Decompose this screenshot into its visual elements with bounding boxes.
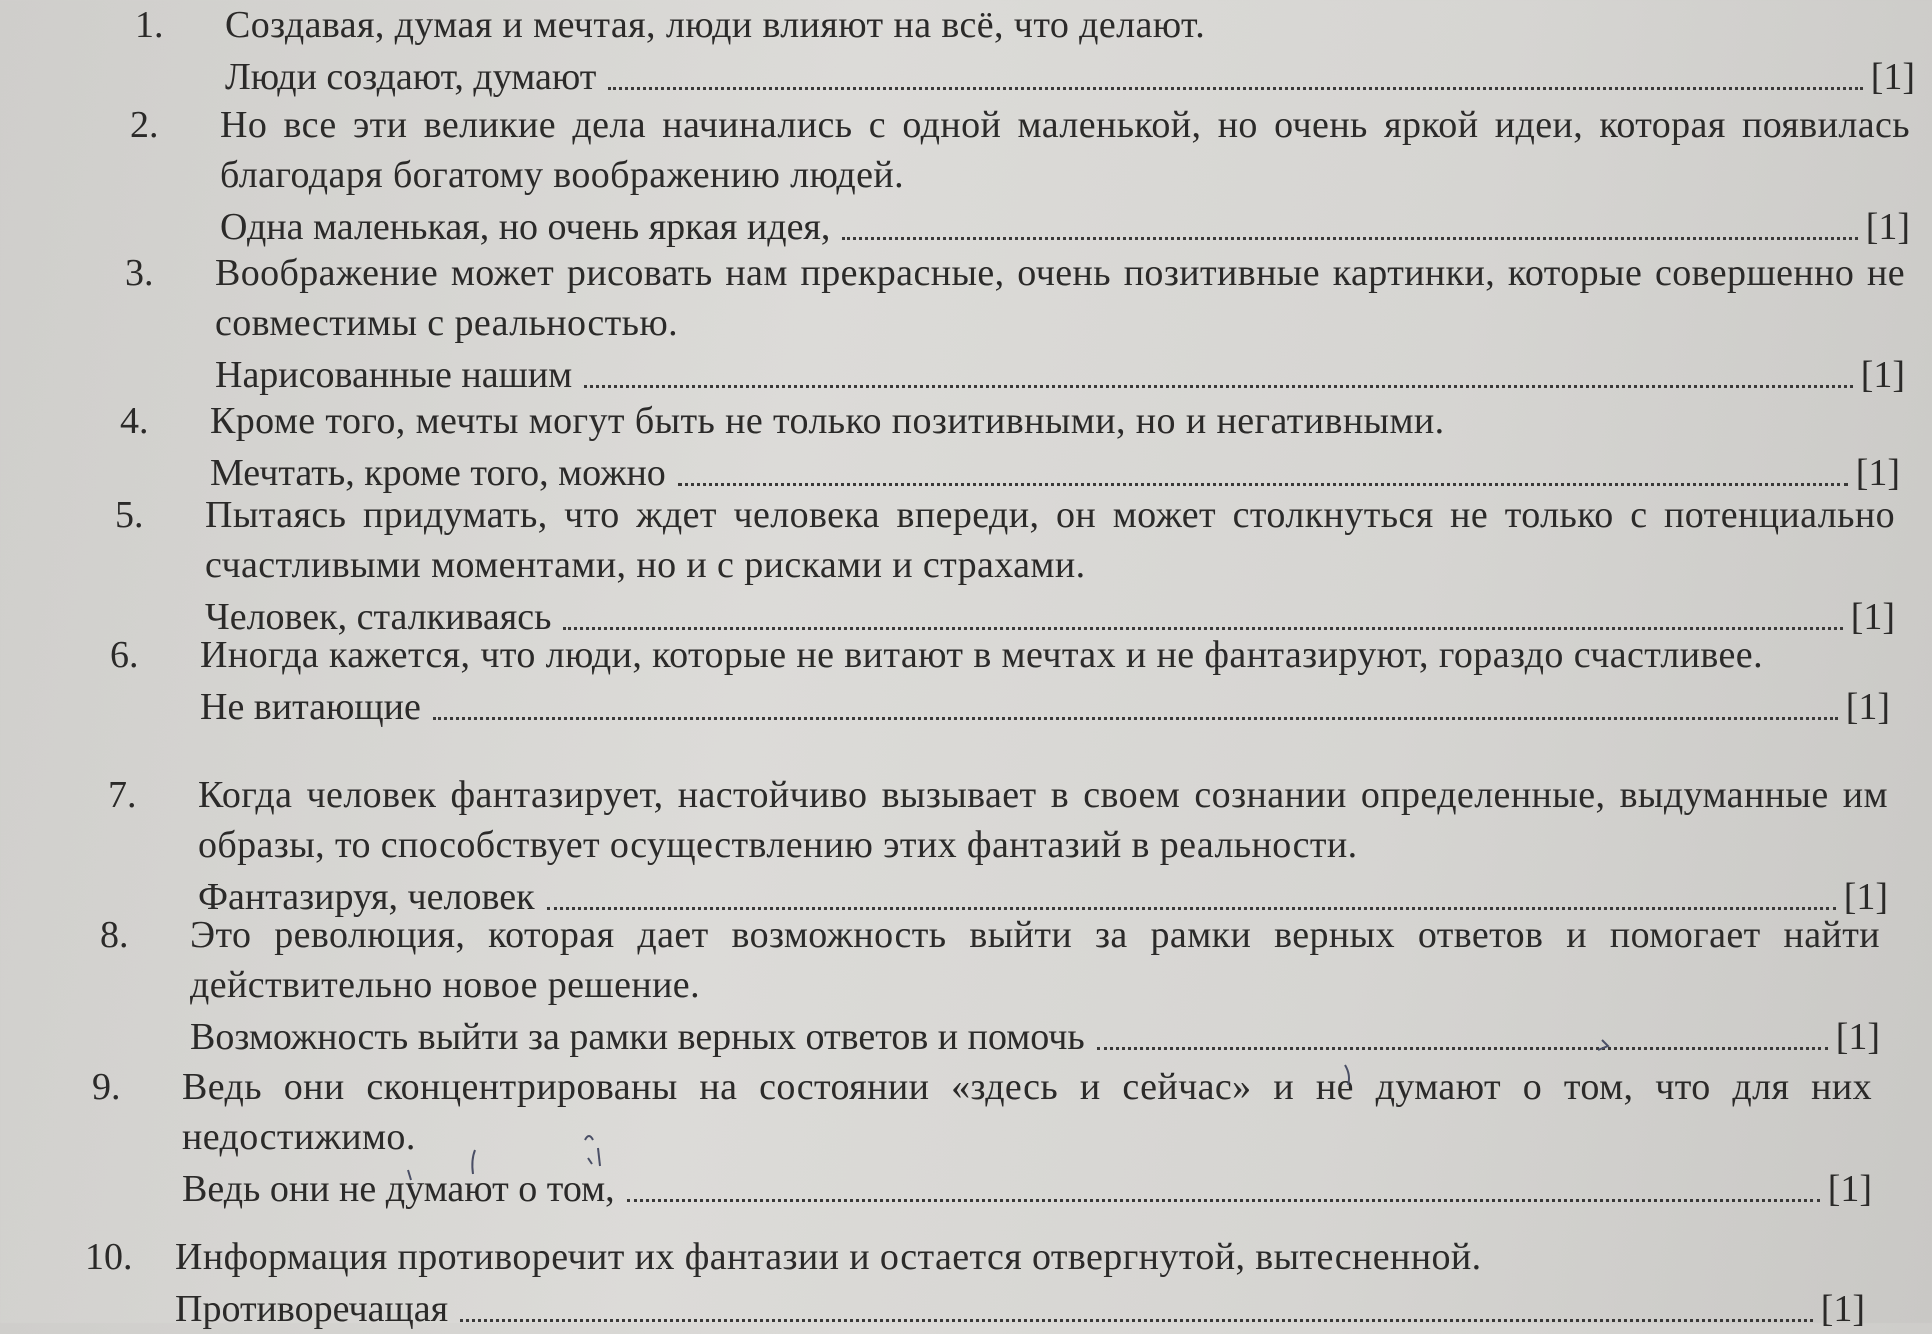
answer-line <box>190 1012 1880 1062</box>
item-number: 7. <box>108 774 137 816</box>
answer-blank[interactable] <box>842 235 1857 240</box>
item-sentence: Воображение может рисовать нам прекрасные, очень позитивные картинки, которые совершенно не совместимы с реальностью. <box>215 252 1905 344</box>
item-sentence: Это революция, которая дает возможность выйти за рамки верных ответов и помогает найти действительно новое решение. <box>190 914 1880 1006</box>
answer-line <box>215 350 1905 400</box>
exercise-item-10 <box>85 1232 1915 1334</box>
answer-blank[interactable] <box>627 1197 1820 1202</box>
item-number: 6. <box>110 634 139 676</box>
answer-blank[interactable] <box>460 1317 1813 1322</box>
item-sentence: Ведь они сконцентрированы на состоянии «здесь и сейчас» и не думают о том, что для них недостижимо. <box>182 1066 1872 1158</box>
item-number: 8. <box>100 914 129 956</box>
item-number: 1. <box>135 4 164 46</box>
score-mark: [1] <box>1860 354 1905 396</box>
item-number: 3. <box>125 252 154 294</box>
item-sentence: Когда человек фантазирует, настойчиво вызывает в своем сознании определенные, выдуманные им образы, то способствует осуществлению этих фантазий в реальности. <box>198 774 1888 866</box>
item-sentence: Информация противоречит их фантазии и остается отвергнутой, вытесненной. <box>175 1236 1482 1278</box>
answer-prompt: Не витающие <box>200 686 421 728</box>
answer-blank[interactable] <box>608 85 1862 90</box>
answer-line <box>175 1284 1865 1334</box>
exercise-item-4 <box>120 396 1900 498</box>
answer-prompt: Люди создают, думают <box>225 56 597 98</box>
answer-blank[interactable] <box>678 481 1848 486</box>
exercise-item-1 <box>135 0 1915 102</box>
exercise-item-5 <box>115 490 1895 642</box>
answer-blank[interactable] <box>1097 1045 1828 1050</box>
answer-prompt: Фантазируя, человек <box>198 876 535 918</box>
answer-line <box>200 682 1890 732</box>
answer-line <box>225 52 1915 102</box>
answer-blank[interactable] <box>584 383 1852 388</box>
item-number: 10. <box>85 1236 133 1278</box>
answer-prompt: Ведь они не думают о том, <box>182 1168 615 1210</box>
exercise-item-3 <box>125 248 1905 400</box>
item-number: 4. <box>120 400 149 442</box>
score-mark: [1] <box>1865 206 1910 248</box>
answer-prompt: Нарисованные нашим <box>215 354 573 396</box>
answer-prompt: Возможность выйти за рамки верных ответов и помочь <box>190 1016 1085 1058</box>
score-mark: [1] <box>1845 686 1890 728</box>
exercise-item-8 <box>100 910 1900 1062</box>
answer-line <box>220 202 1910 252</box>
score-mark: [1] <box>1843 876 1888 918</box>
score-mark: [1] <box>1850 596 1895 638</box>
exercise-item-7 <box>108 770 1888 922</box>
item-sentence: Иногда кажется, что люди, которые не витают в мечтах и не фантазируют, гораздо счастливее. <box>200 634 1763 676</box>
item-sentence: Создавая, думая и мечтая, люди влияют на всё, что делают. <box>225 4 1206 46</box>
score-mark: [1] <box>1827 1168 1872 1210</box>
item-sentence: Пытаясь придумать, что ждет человека впереди, он может столкнуться не только с потенциально счастливыми моментами, но и с рисками и страхами. <box>205 494 1895 586</box>
exercise-item-6 <box>110 630 1890 732</box>
exercise-item-2 <box>130 100 1910 252</box>
answer-line <box>182 1164 1872 1214</box>
score-mark: [1] <box>1835 1016 1880 1058</box>
item-number: 5. <box>115 494 144 536</box>
score-mark: [1] <box>1870 56 1915 98</box>
score-mark: [1] <box>1855 452 1900 494</box>
answer-blank[interactable] <box>433 715 1838 720</box>
item-number: 9. <box>92 1066 121 1108</box>
item-number: 2. <box>130 104 159 146</box>
score-mark: [1] <box>1820 1288 1865 1330</box>
item-sentence: Кроме того, мечты могут быть не только позитивными, но и негативными. <box>210 400 1445 442</box>
answer-prompt: Противоречащая <box>175 1288 449 1330</box>
exercise-item-9 <box>92 1062 1912 1214</box>
answer-prompt: Мечтать, кроме того, можно <box>210 452 666 494</box>
answer-prompt: Одна маленькая, но очень яркая идея, <box>220 206 831 248</box>
answer-prompt: Человек, сталкиваясь <box>205 596 552 638</box>
item-sentence: Но все эти великие дела начинались с одной маленькой, но очень яркой идеи, которая появилась благодаря богатому воображению людей. <box>220 104 1910 196</box>
